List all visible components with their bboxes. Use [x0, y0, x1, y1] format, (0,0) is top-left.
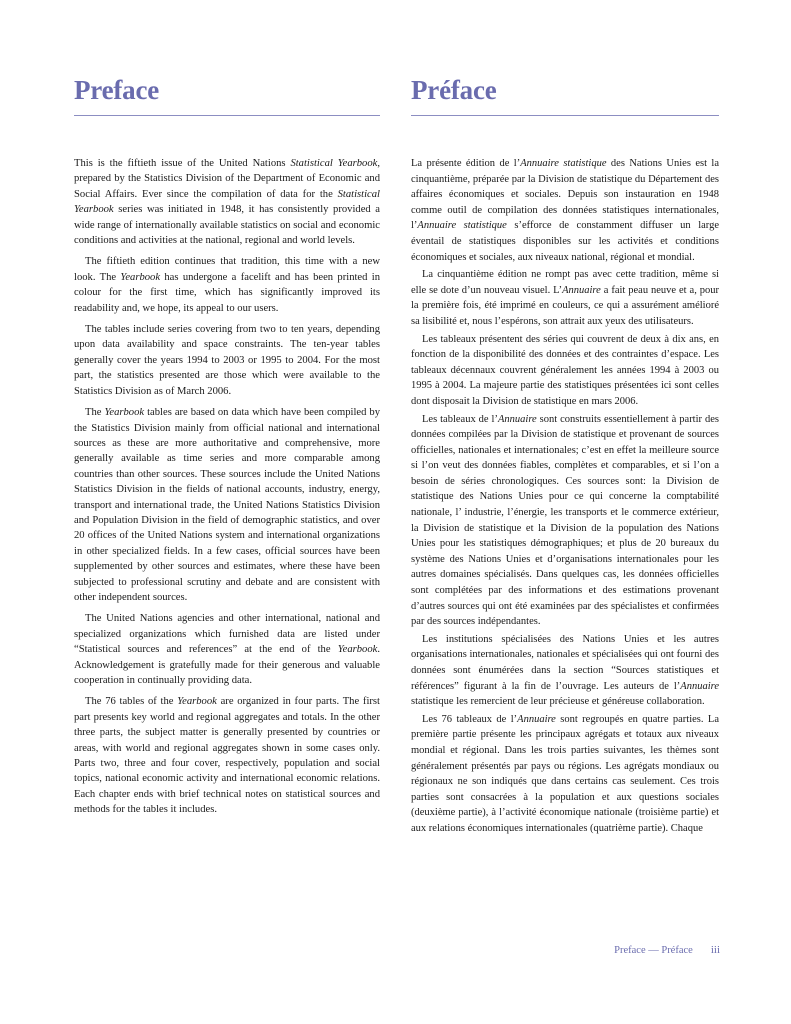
- paragraph: Les 76 tableaux de l’Annuaire sont regroupés en quatre parties. La première partie présente les principaux agrégats et totaux aux niveaux mondial et régional. Dans les trois parties suivantes, les thèmes sont généralement présentés par pays ou régions. Les agrégats mondiaux ou régionaux ne son indiqués que dans certains cas seulement. Ces trois parties sont consacrées à la population et aux questions sociales (deuxième partie), à l’activité économique nationale (troisième partie) et aux relations économiques internationales (quatrième partie). Chaque: [411, 713, 719, 834]
- paragraph: The United Nations agencies and other international, national and specialized organizations which furnished data are listed under “Statistical sources and references” at the end of the Yearbook. Acknowledgement is gratefully made for their generous and valuable cooperation in continually providing data.: [74, 613, 380, 686]
- running-head: Preface — Préface: [614, 945, 693, 956]
- paragraph: Les tableaux de l’Annuaire sont construits essentiellement à partir des données compilées par la Division de statistique et provenant de sources officielles, nationales et internationales; c’est en effet la meilleure source si l’on veut des données fiables, complètes et comparables, et si l’on a besoin de séries chronologiques. Ces sources sont: la Division de statistique des Nations Unies pour ce qui concerne la comptabilité nationale, l’ industrie, l’énergie, les transports et le commerce extérieur, la Division de statistique et la Division de la population des Nations Unies pour les statistiques démographiques; et plus de 20 bureaux du système des Nations Unies et d’organisations internationales pour les autres domaines spécialisés. Dans quelques cas, les données officielles sont complétées par des informations et des estimations provenant d’autres sources qui ont été examinées par des spécialistes et confirmées par des sources indépendantes.: [411, 413, 719, 628]
- french-column: [411, 70, 719, 839]
- page-title-english: Preface: [74, 75, 160, 105]
- french-body: [411, 156, 719, 837]
- paragraph: The tables include series covering from two to ten years, depending upon data availability and space constraints. The ten-year tables generally cover the years 1994 to 2003 or 1995 to 2004. For the most part, the statistics presented are those which were available to the Statistics Division as of March 2006.: [74, 324, 380, 397]
- paragraph: This is the fiftieth issue of the United Nations Statistical Yearbook, prepared by the Statistics Division of the Department of Economic and Social Affairs. Ever since the compilation of data for the Statistical Yearbook series was initiated in 1948, it has consistently provided a wide range of internationally available statistics on social and economic conditions and activities at the national, regional and world levels.: [74, 158, 380, 247]
- page-title-french: Préface: [411, 75, 497, 105]
- paragraph: The fiftieth edition continues that tradition, this time with a new look. The Yearbook has undergone a facelift and has been printed in colour for the first time, which has significantly improved its readability and, we hope, its appeal to our users.: [74, 256, 380, 314]
- english-column: [74, 70, 380, 824]
- paragraph: La cinquantième édition ne rompt pas avec cette tradition, même si elle se dote d’un nouveau visuel. L’Annuaire a fait peau neuve et a, pour la première fois, été imprimé en couleurs, ce qui a assurément amélioré sa lisibilité et, nous l’espérons, son attrait aux yeux des utilisateurs.: [411, 269, 719, 327]
- page-footer: [560, 944, 720, 956]
- paragraph: Les tableaux présentent des séries qui couvrent de deux à dix ans, en fonction de la disponibilité des données et des contraintes d’espace. Les tableaux décennaux couvrent généralement les années 1994 à 2003 ou 1995 à 2004. La majeure partie des statistiques présentées ici sont celles dont disposait la Division de statistique en mars 2006.: [411, 333, 719, 407]
- heading-rule: [74, 115, 380, 116]
- page-number: iii: [710, 944, 720, 956]
- paragraph: Les institutions spécialisées des Nations Unies et les autres organisations internationales, nationales et spécialisées qui ont fourni des données sont énumérées dans la section “Sources statistiques et références” figurant à la fin de l’ouvrage. Les auteurs de l’Annuaire statistique les remercient de leur précieuse et généreuse collaboration.: [411, 633, 719, 708]
- paragraph: The Yearbook tables are based on data which have been compiled by the Statistics Division mainly from official national and international sources as these are more authoritative and comprehensive, more generally available as time series and more comparable among countries than other sources. These sources include the United Nations Statistics Division in the fields of national accounts, industry, energy, transport and international trade, the United Nations Statistics Division and Population Division in the field of demographic statistics, and over 20 offices of the United Nations system and international organizations in other specialized fields. In a few cases, official sources have been supplemented by other sources and estimates, where these have been subjected to professional scrutiny and debate and are consistent with other independent sources.: [74, 407, 380, 603]
- paragraph: The 76 tables of the Yearbook are organized in four parts. The first part presents key world and regional aggregates and totals. In the other three parts, the subject matter is generally presented by countries or areas, with world and regional aggregates shown in some cases only. Parts two, three and four cover, respectively, population and social topics, national economic activity and international economic relations. Each chapter ends with brief technical notes on statistical sources and methods for the tables it includes.: [74, 696, 380, 816]
- heading-rule: [411, 115, 719, 116]
- paragraph: La présente édition de l’Annuaire statistique des Nations Unies est la cinquantième, préparée par la Division de statistique du Département des affaires économiques et sociales. Depuis son instauration en 1948 comme outil de compilation des données statistiques internationales, l’Annuaire statistique s’efforce de constamment diffuser un large éventail de statistiques disponibles sur les activités et conditions économiques et sociales, aux niveaux national, régional et mondial.: [411, 158, 719, 263]
- english-body: [74, 156, 380, 818]
